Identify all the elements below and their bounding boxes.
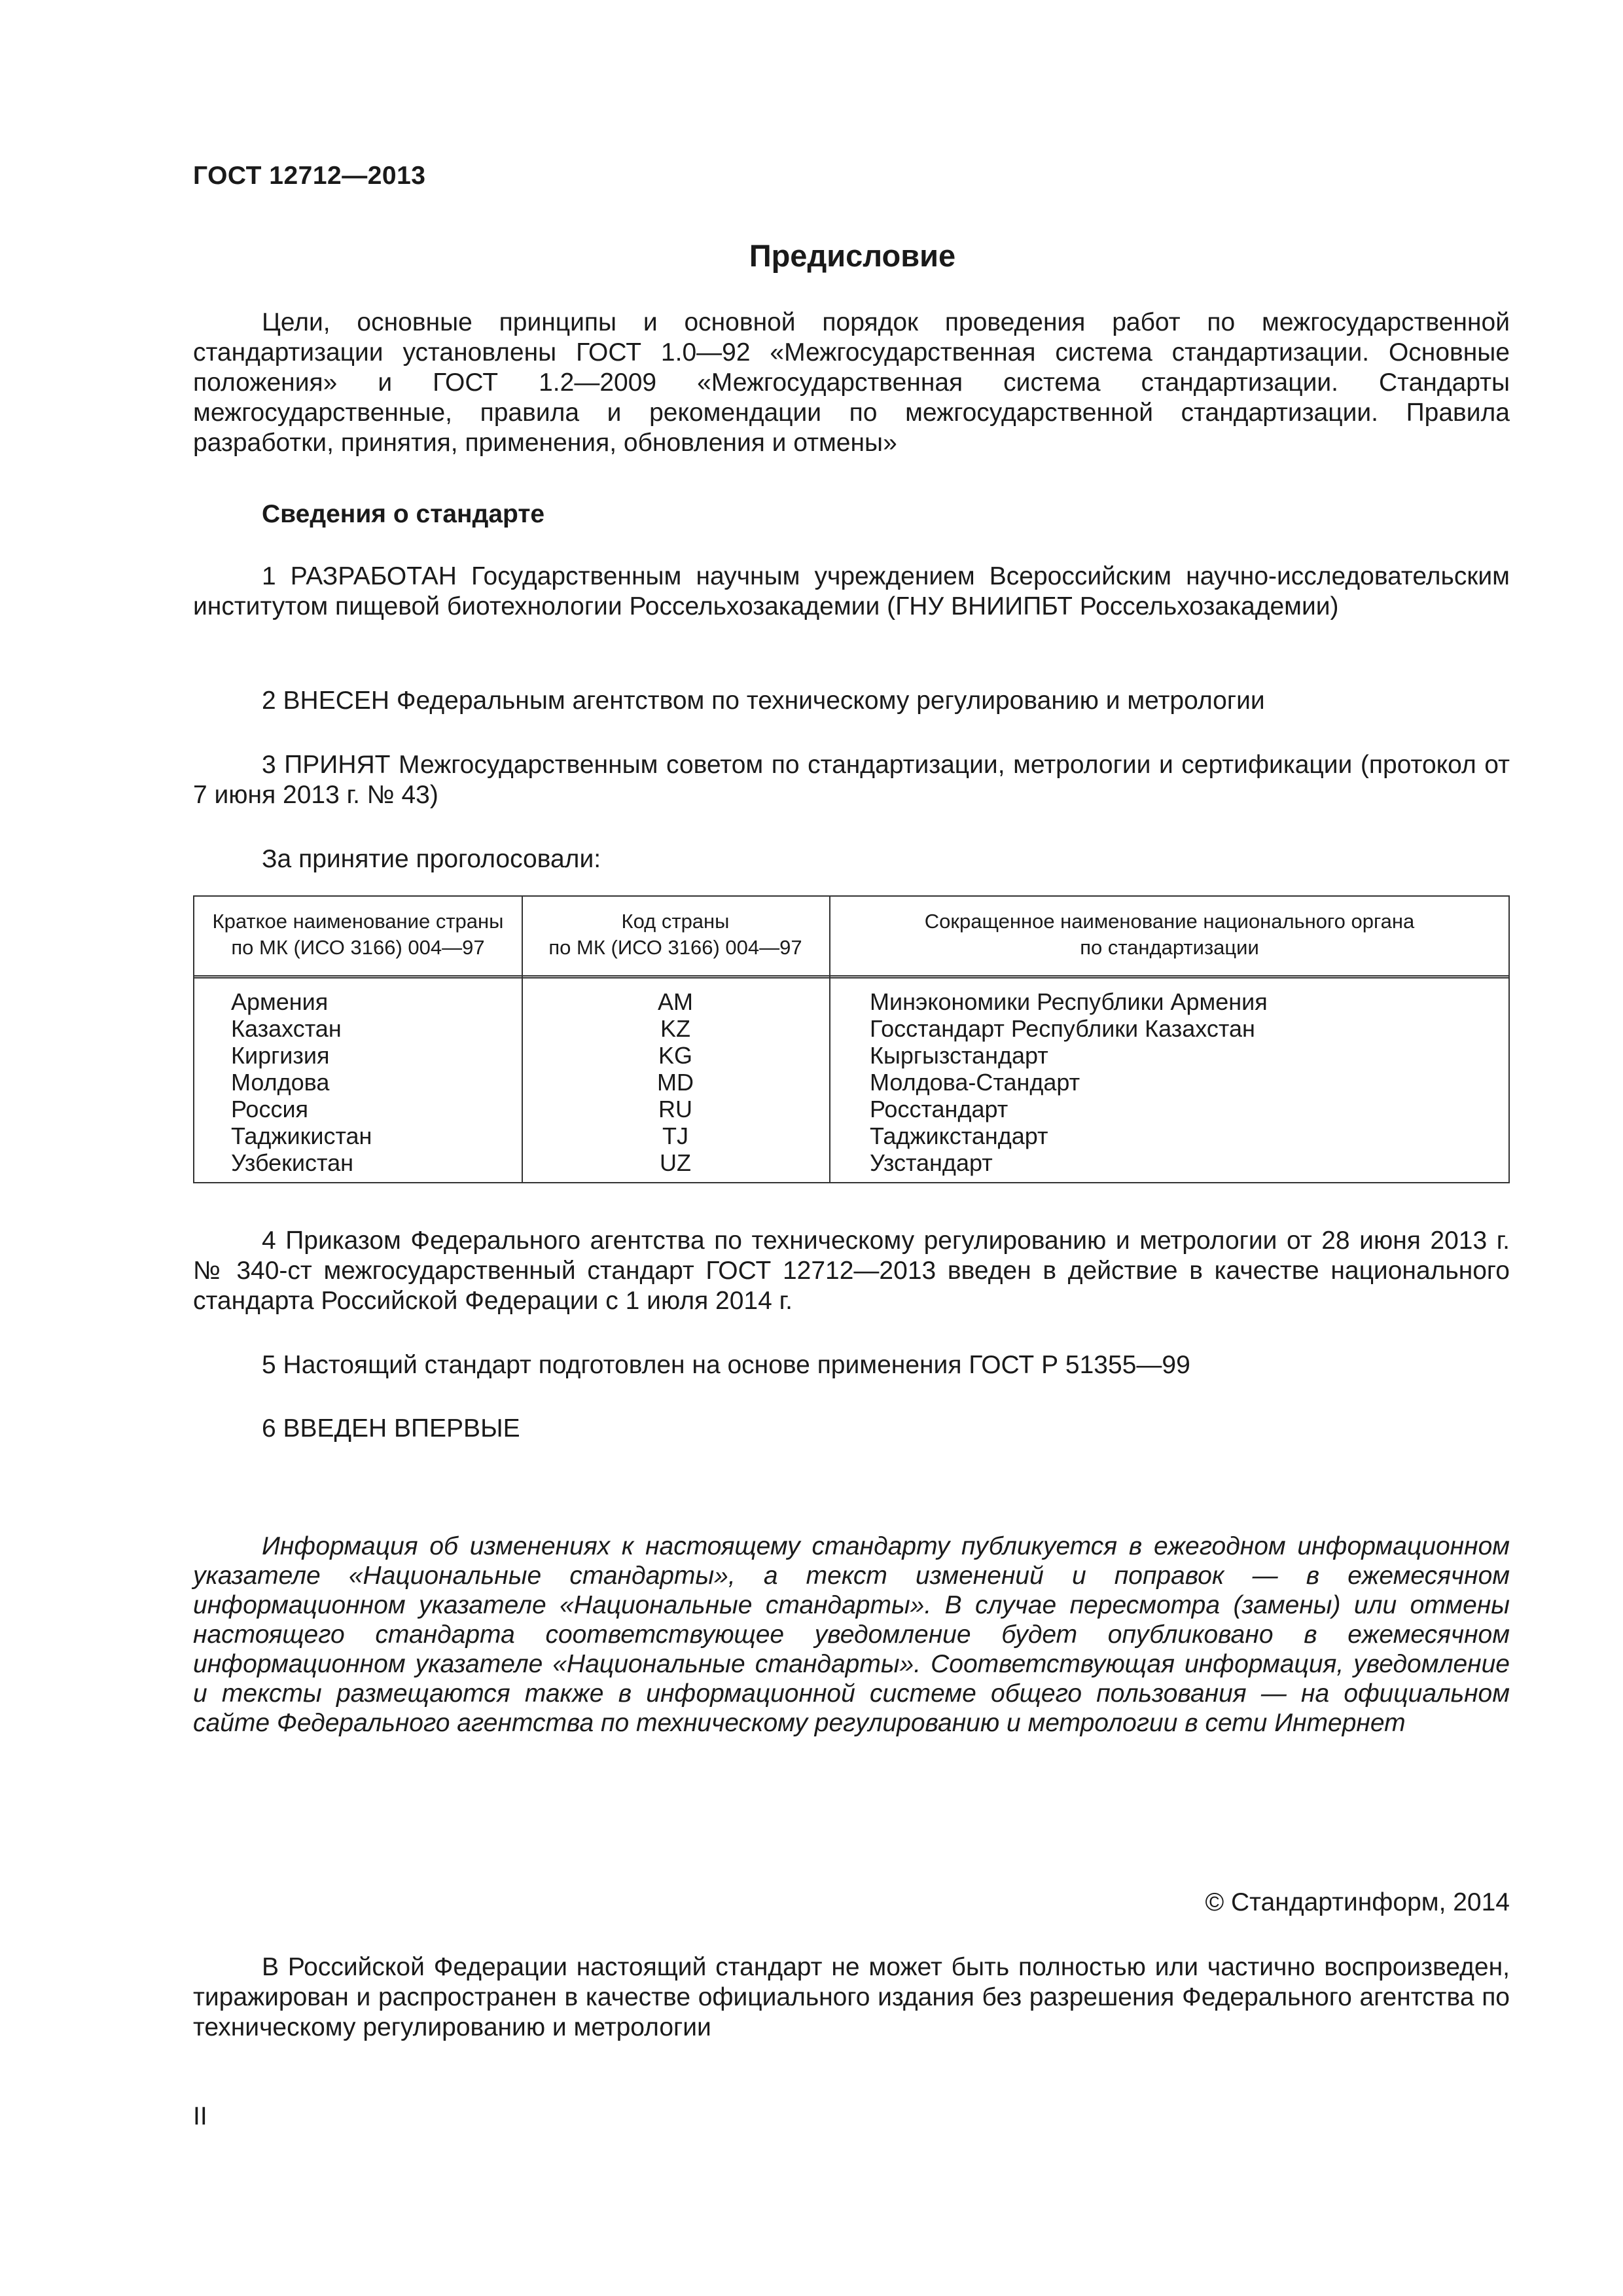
header-code-line1: Код страны xyxy=(621,910,730,933)
header-body xyxy=(829,908,1510,961)
table-cell-body: Госстандарт Республики Казахстан xyxy=(870,1015,1255,1042)
table-cell-country: Молдова xyxy=(231,1069,330,1096)
table-cell-country: Россия xyxy=(231,1096,309,1122)
legal-notice: В Российской Федерации настоящий стандарт не может быть полностью или частично воспроизведен, тиражирован и распространен в качестве официального издания без разрешения Федерального агентства по техническому регулированию и метрологии xyxy=(193,1953,1510,2041)
table-cell-country: Казахстан xyxy=(231,1015,342,1042)
subheading-block xyxy=(193,499,1510,529)
item-5 xyxy=(193,1350,1510,1380)
voted-label-block xyxy=(193,844,1510,874)
standard-code: ГОСТ 12712—2013 xyxy=(193,162,426,190)
subheading: Сведения о стандарте xyxy=(262,500,545,528)
item-3-text: 3 ПРИНЯТ Межгосударственным советом по стандартизации, метрологии и сертификации (протокол от 7 июня 2013 г. № 43) xyxy=(193,751,1510,809)
header-code xyxy=(522,908,829,961)
header-country xyxy=(194,908,522,961)
copyright: © Стандартинформ, 2014 xyxy=(1205,1888,1510,1916)
intro-paragraph xyxy=(193,308,1510,458)
table-cell-body: Минэкономики Республики Армения xyxy=(870,988,1268,1015)
item-3 xyxy=(193,750,1510,810)
item-2-text: 2 ВНЕСЕН Федеральным агентством по техническому регулированию и метрологии xyxy=(262,687,1265,715)
header-country-line2: по МК (ИСО 3166) 004—97 xyxy=(231,936,485,959)
table-cell-body: Росстандарт xyxy=(870,1096,1008,1122)
page-number: II xyxy=(193,2102,207,2130)
item-5-text: 5 Настоящий стандарт подготовлен на основе применения ГОСТ Р 51355—99 xyxy=(262,1351,1190,1379)
header-body-line1: Сокращенное наименование национального органа xyxy=(924,910,1415,933)
item-6-text: 6 ВВЕДЕН ВПЕРВЫЕ xyxy=(262,1414,520,1443)
table-cell-body: Узстандарт xyxy=(870,1149,993,1176)
body-column xyxy=(870,988,1498,1176)
country-column xyxy=(231,988,512,1176)
item-1-text: 1 РАЗРАБОТАН Государственным научным учреждением Всероссийским научно-исследовательским институтом пищевой биотехнологии Россельхозакадемии (ГНУ ВНИИПБТ Россельхозакадемии) xyxy=(193,562,1510,620)
table-cell-code: UZ xyxy=(660,1149,691,1176)
table-cell-country: Узбекистан xyxy=(231,1149,354,1176)
table-cell-code: MD xyxy=(657,1069,694,1096)
item-2 xyxy=(193,686,1510,716)
table-cell-code: AM xyxy=(658,988,693,1015)
amendments-note: Информация об изменениях к настоящему стандарту публикуется в ежегодном информационном указателе «Национальные стандарты», а текст изменений и поправок — в ежемесячном информационном указателе «Национальные стандарты». В случае пересмотра (замены) или отмены настоящего стандарта соответствующее уведомление будет опубликовано в ежемесячном информационном указателе «Национальные стандарты». Соответствующая информация, уведомление и тексты размещаются также в информационной системе общего пользования — на официальном сайте Федерального агентства по техническому регулированию и метрологии в сети Интернет xyxy=(193,1532,1510,1737)
intro-text: Цели, основные принципы и основной порядок проведения работ по межгосударственной стандартизации установлены ГОСТ 1.0—92 «Межгосударственная система стандартизации. Основные положения» и ГОСТ 1.2—2009 «Межгосударственная система стандартизации. Стандарты межгосударственные, правила и рекомендации по межгосударственной стандартизации. Правила разработки, принятия, применения, обновления и отмены» xyxy=(193,308,1510,457)
page-title: Предисловие xyxy=(749,238,956,273)
table-cell-country: Таджикистан xyxy=(231,1122,372,1149)
header-code-line2: по МК (ИСО 3166) 004—97 xyxy=(548,936,802,959)
item-1 xyxy=(193,562,1510,622)
table-cell-code: KZ xyxy=(660,1015,690,1042)
voted-label: За принятие проголосовали: xyxy=(262,845,601,873)
table-cell-body: Молдова-Стандарт xyxy=(870,1069,1080,1096)
table-cell-code: KG xyxy=(658,1042,692,1069)
table-cell-body: Таджикстандарт xyxy=(870,1122,1048,1149)
code-column xyxy=(522,988,829,1176)
table-cell-country: Киргизия xyxy=(231,1042,330,1069)
header-country-line1: Краткое наименование страны xyxy=(212,910,504,933)
item-4-text: 4 Приказом Федерального агентства по техническому регулированию и метрологии от 28 июня 2013 г. № 340-ст межгосударственный стандарт ГОСТ 12712—2013 введен в действие в качестве национального стандарта Российской Федерации с 1 июля 2014 г. xyxy=(193,1227,1510,1315)
table-cell-code: RU xyxy=(658,1096,692,1122)
voting-countries-table xyxy=(193,895,1510,1183)
table-cell-code: TJ xyxy=(662,1122,688,1149)
item-4 xyxy=(193,1226,1510,1316)
header-body-line2: по стандартизации xyxy=(1080,936,1259,959)
table-cell-body: Кыргызстандарт xyxy=(870,1042,1048,1069)
item-6 xyxy=(193,1414,1510,1444)
table-cell-country: Армения xyxy=(231,988,329,1015)
